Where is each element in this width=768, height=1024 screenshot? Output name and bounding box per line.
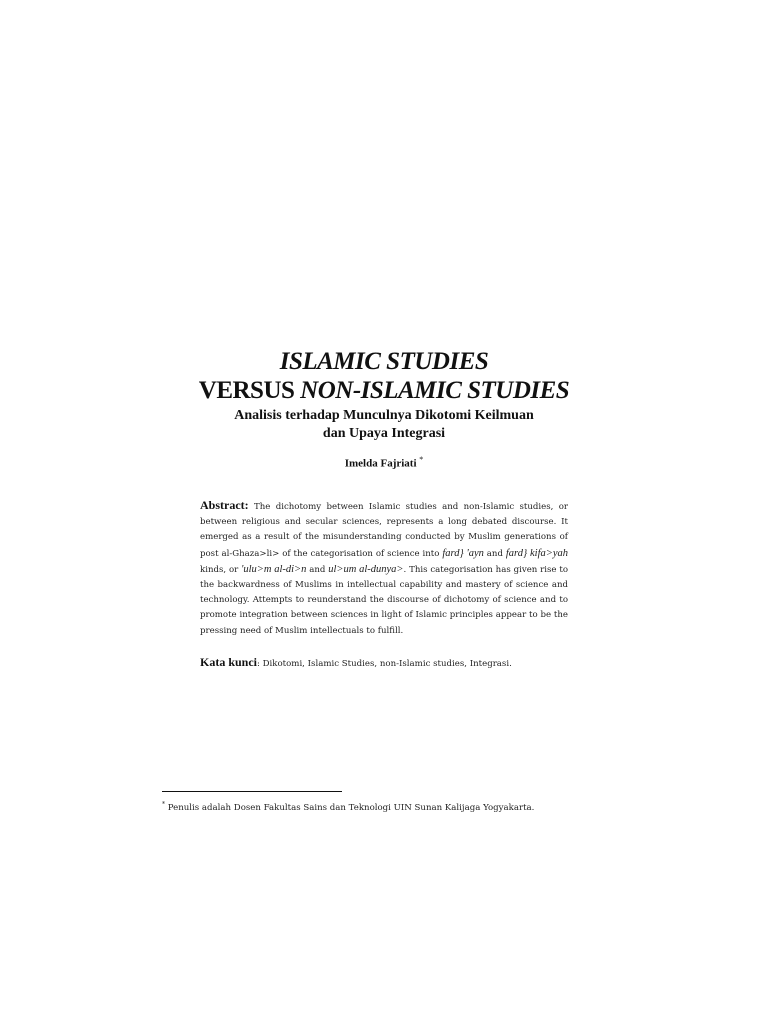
footnote-mark: * bbox=[162, 801, 165, 808]
abstract-text-1: The dichotomy between Islamic studies and non-Islamic studies, or between religious and secular sciences, represents a long debated discourse. It emerged as a result of the misunderstanding conducted by Muslim generations of post al-Ghaza>li> of the categorisation of science into bbox=[200, 502, 568, 559]
keywords-text: : Dikotomi, Islamic Studies, non-Islamic studies, Integrasi. bbox=[257, 659, 512, 669]
abstract-term-4: ul>um al-dunya> bbox=[328, 563, 404, 575]
abstract-text-2: and bbox=[483, 548, 506, 559]
abstract-text-3: kinds, or bbox=[200, 564, 242, 575]
abstract-text-4: and bbox=[306, 564, 329, 575]
subtitle-line-1: Analisis terhadap Munculnya Dikotomi Keilmuan bbox=[234, 408, 534, 423]
keywords-label: Kata kunci bbox=[200, 655, 258, 669]
abstract-term-3: 'ulu>m al-di>n bbox=[241, 563, 307, 575]
title-line-1: ISLAMIC STUDIES bbox=[279, 348, 489, 375]
subtitle bbox=[0, 407, 768, 443]
author-name: Imelda Fajriati bbox=[344, 457, 417, 470]
keywords bbox=[200, 655, 568, 670]
abstract-term-1: fard} 'ayn bbox=[442, 547, 484, 559]
abstract-label: Abstract: bbox=[200, 498, 249, 512]
author bbox=[0, 455, 768, 470]
abstract-term-2: fard} kifa>yah bbox=[505, 547, 569, 559]
footnote-divider bbox=[162, 791, 342, 792]
abstract-text-5: . This categorisation has given rise to the backwardness of Muslims in intellectual capability and mastery of science and technology. Attempts to reunderstand the discourse of dichotomy of science and to promote integration between sciences in light of Islamic principles appear to be the pressing need of Muslim intellectuals to fulfill. bbox=[200, 564, 568, 636]
abstract bbox=[200, 498, 568, 639]
footnote-text: Penulis adalah Dosen Fakultas Sains dan Teknologi UIN Sunan Kalijaga Yogyakarta. bbox=[165, 802, 535, 813]
title-non-islamic: NON-ISLAMIC STUDIES bbox=[300, 377, 570, 404]
subtitle-line-2: dan Upaya Integrasi bbox=[322, 426, 446, 441]
footnote bbox=[162, 801, 582, 813]
title-versus: VERSUS bbox=[198, 377, 301, 404]
title-line-2 bbox=[0, 377, 768, 405]
author-footnote-mark: * bbox=[419, 455, 424, 464]
